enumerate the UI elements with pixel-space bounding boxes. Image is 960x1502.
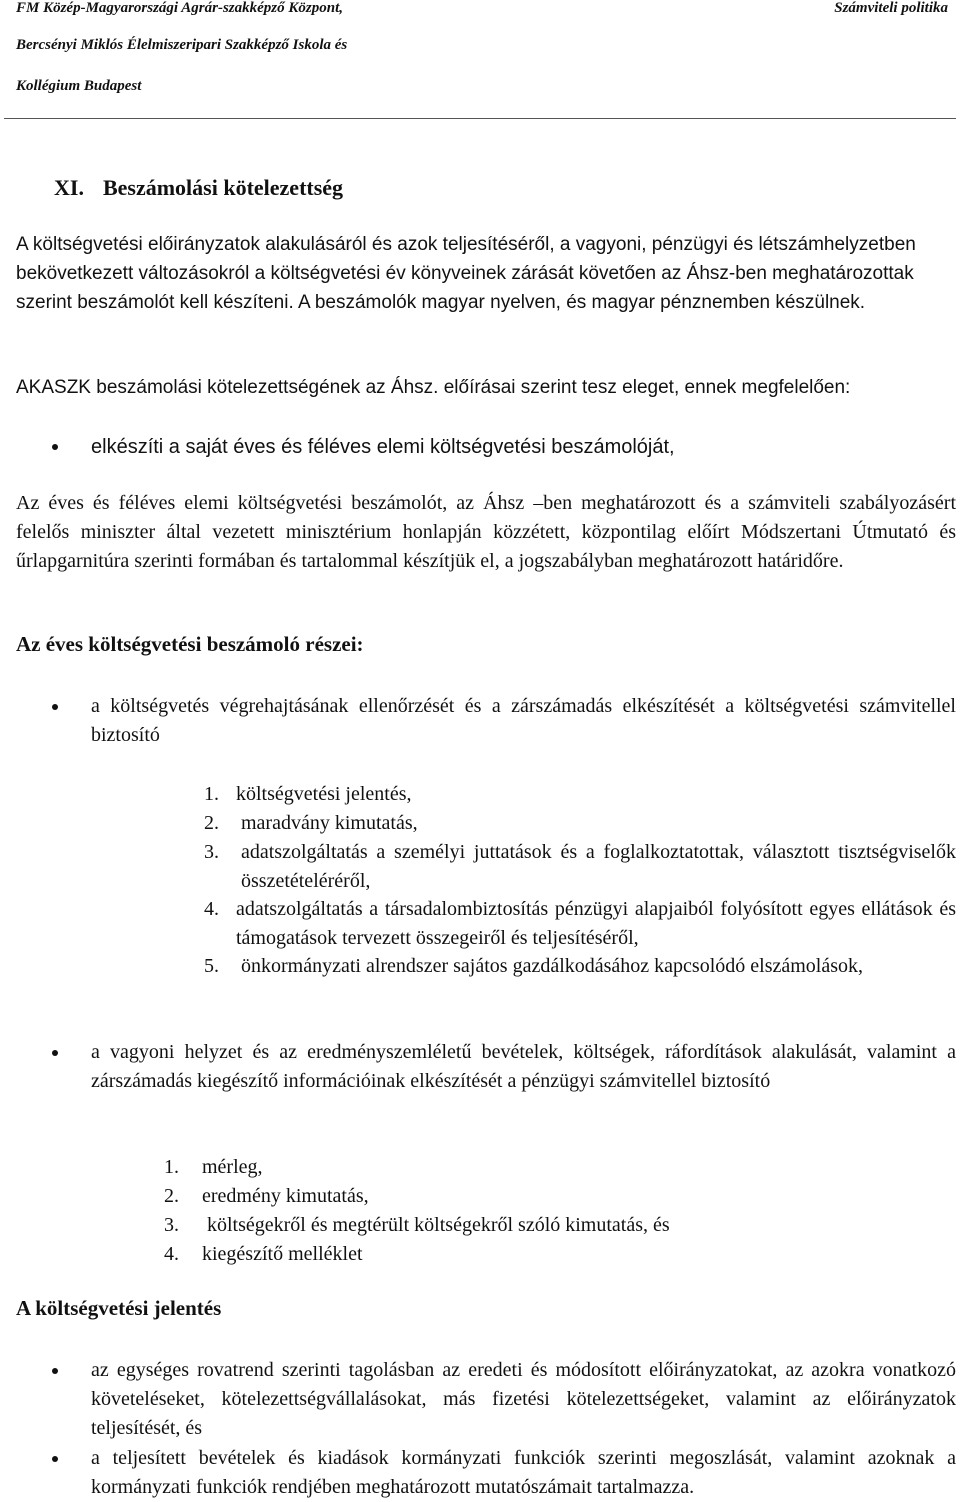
parts-heading: Az éves költségvetési beszámoló részei:: [16, 632, 364, 656]
part-1-item-text: maradvány kimutatás,: [241, 812, 418, 834]
part-2-item-text: mérleg,: [202, 1156, 263, 1178]
part-1-item-text: önkormányzati alrendszer sajátos gazdálkodásához kapcsolódó elszámolások,: [241, 955, 864, 977]
annual-report-paragraph: Az éves és féléves elemi költségvetési beszámolót, az Áhsz –ben meghatározott és a számviteli szabályozásért felelős miniszter által vezetett minisztérium honlapján közzétett, központilag előírt Módszertani Útmutató és űrlapgarnitúra szerinti formában és tartalommal készítjük el, a jogszabályban meghatározott határidőre.: [16, 492, 956, 572]
part-2-item-number: 4.: [164, 1243, 179, 1265]
header-divider: [4, 118, 956, 119]
akaszk-bullet-text: elkészíti a saját éves és féléves elemi költségvetési beszámolóját,: [91, 436, 675, 458]
part-2-text: a vagyoni helyzet és az eredményszemléletű bevételek, költségek, ráfordítások alakulását, valamint a zárszámadás kiegészítő információinak elkészítését a pénzügyi számvitellel biztosító: [91, 1041, 956, 1092]
part-2-item-text: költségekről és megtérült költségekről szóló kimutatás, és: [207, 1214, 670, 1236]
report-heading: A költségvetési jelentés: [16, 1296, 222, 1320]
bullet-dot: [52, 1368, 58, 1374]
part-1-item-text: adatszolgáltatás a társadalombiztosítás pénzügyi alapjaiból folyósított egyes ellátások és támogatások tervezett összegeiről és teljesítéséről,: [236, 898, 956, 949]
bullet-dot: [52, 444, 58, 450]
header-organization-line-1: FM Közép-Magyarországi Agrár-szakképző Központ,: [16, 0, 343, 16]
part-1-item-text: adatszolgáltatás a személyi juttatások és a foglalkoztatottak, választott tisztségviselők összetételéréről,: [241, 841, 956, 892]
header-organization-line-2: Bercsényi Miklós Élelmiszeripari Szakképző Iskola és: [16, 37, 348, 53]
part-1-item-number: 3.: [204, 841, 219, 863]
bullet-dot: [52, 704, 58, 710]
header-organization-line-3: Kollégium Budapest: [16, 78, 142, 94]
part-1-item-text: költségvetési jelentés,: [236, 783, 412, 805]
bullet-dot: [52, 1456, 58, 1462]
part-1-item-number: 5.: [204, 955, 219, 977]
report-bullet-text: a teljesített bevételek és kiadások kormányzati funkciók szerinti megoszlását, valamint azoknak a kormányzati funkciók rendjében meghatározott mutatószámait tartalmazza.: [91, 1447, 956, 1498]
part-2-item-text: eredmény kimutatás,: [202, 1185, 369, 1207]
bullet-dot: [52, 1050, 58, 1056]
section-heading: [54, 175, 343, 201]
part-2-item-number: 1.: [164, 1156, 179, 1178]
section-title: Beszámolási kötelezettség: [102, 175, 344, 200]
part-1-item-number: 2.: [204, 812, 219, 834]
part-1-item-number: 1.: [204, 783, 219, 805]
section-number: XI.: [54, 175, 84, 200]
part-2-item-number: 3.: [164, 1214, 179, 1236]
part-2-item-number: 2.: [164, 1185, 179, 1207]
header-document-title: Számviteli politika: [834, 0, 948, 16]
report-bullet-text: az egységes rovatrend szerinti tagolásban az eredeti és módosított előirányzatokat, az azokra vonatkozó követeléseket, kötelezettségvállalásokat, más fizetési kötelezettségeket, valamint az előirányzatok teljesítését, és: [91, 1359, 956, 1439]
part-2-item-text: kiegészítő melléklet: [202, 1243, 363, 1265]
part-1-item-number: 4.: [204, 898, 219, 920]
akaszk-paragraph: AKASZK beszámolási kötelezettségének az Áhsz. előírásai szerint tesz eleget, ennek megfelelően:: [16, 377, 851, 398]
intro-paragraph: A költségvetési előirányzatok alakulásáról és azok teljesítéséről, a vagyoni, pénzügyi és létszámhelyzetben bekövetkezett változásokról a költségvetési év könyveinek zárását követően az Áhsz-ben meghatározottak szerint beszámolót kell készíteni. A beszámolók magyar nyelven, és magyar pénznemben készülnek.: [16, 234, 916, 313]
part-1-text: a költségvetés végrehajtásának ellenőrzését és a zárszámadás elkészítését a költségvetési számvitellel biztosító: [91, 695, 956, 746]
